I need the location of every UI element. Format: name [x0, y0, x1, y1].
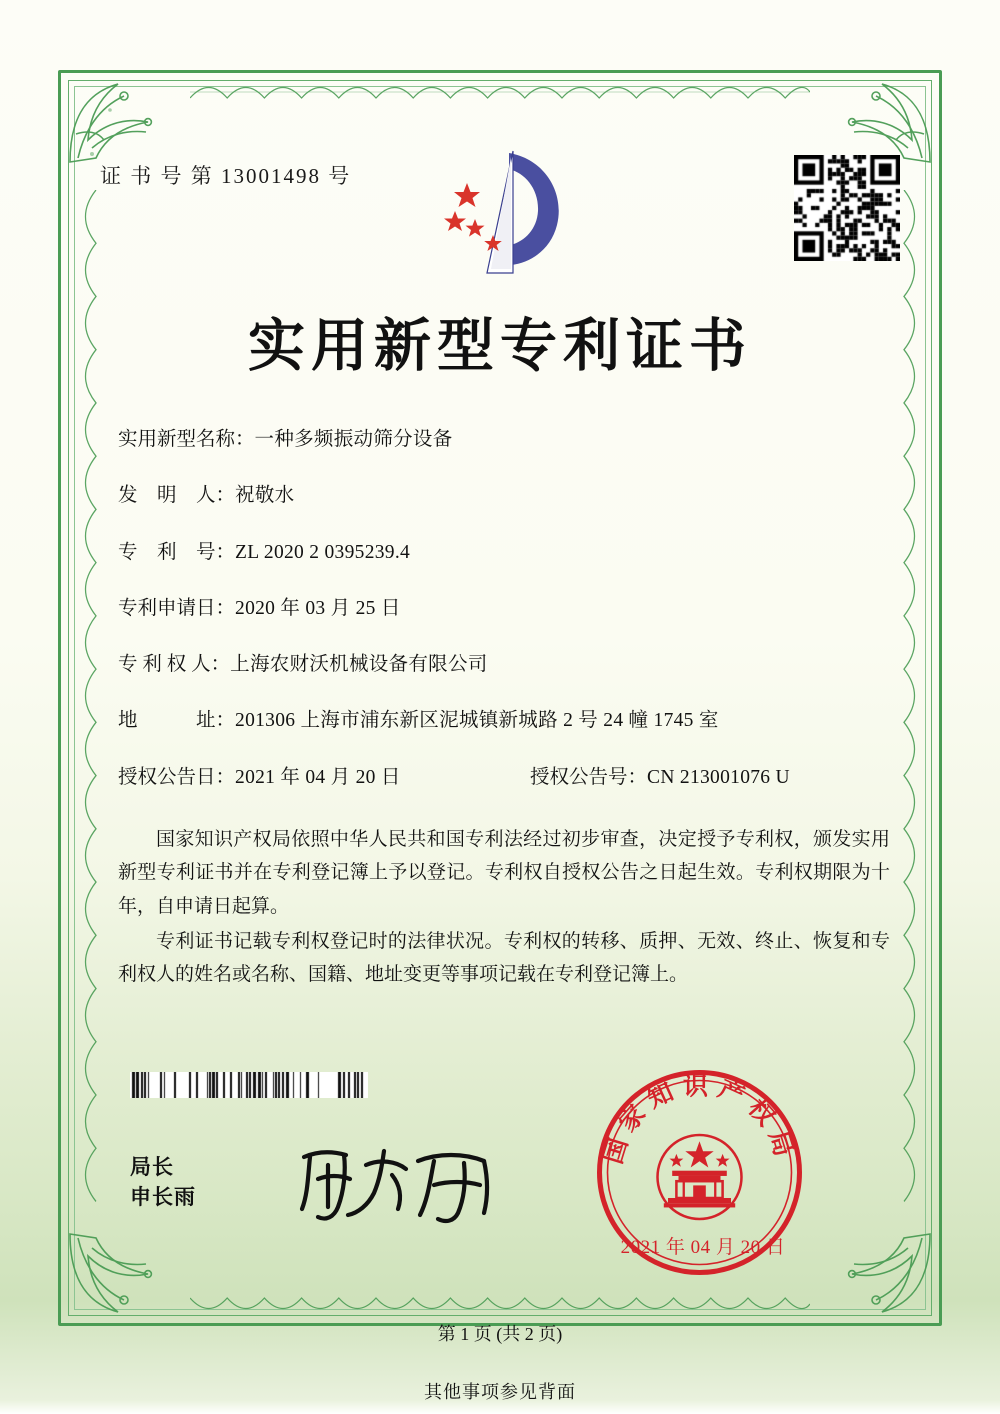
- field-value: ZL 2020 2 0395239.4: [235, 541, 411, 563]
- certificate-fields: [118, 425, 890, 819]
- paragraph-grant: 国家知识产权局依照中华人民共和国专利法经过初步审查，决定授予专利权，颁发实用新型专利证书并在专利登记簿上予以登记。专利权自授权公告之日起生效。专利权期限为十年，自申请日起算。: [118, 829, 890, 917]
- field-label: 专 利 号：: [118, 541, 236, 563]
- field-inventor: [118, 481, 890, 510]
- field-value: 一种多频振动筛分设备: [254, 429, 453, 450]
- corner-ornament-icon: [62, 1226, 182, 1322]
- field-grant-announcement: [118, 763, 890, 792]
- field-value: 祝敬水: [235, 485, 295, 507]
- cnipa-logo-icon: [425, 145, 575, 280]
- border-pattern-bottom: [190, 1292, 810, 1318]
- field-label: 地 址：: [118, 710, 236, 732]
- seal-date: 2021 年 04 月 20 日: [620, 1237, 786, 1258]
- footer-note: 其他事项参见背面: [424, 1382, 576, 1402]
- field-address: [118, 706, 890, 735]
- certificate-number: 证 书 号 第 13001498 号: [100, 164, 352, 188]
- field-label: 发 明 人：: [118, 485, 236, 507]
- field-value: 2020 年 03 月 25 日: [235, 597, 401, 619]
- field-value: 上海农财沃机械设备有限公司: [230, 654, 488, 675]
- signature-title-label: 局长: [130, 1155, 174, 1179]
- qr-code-icon: [794, 155, 900, 261]
- svg-text:国家知识产权局: 国家知识产权局: [598, 1071, 801, 1168]
- barcode-icon: [130, 1072, 368, 1098]
- field-label-grant-number: 授权公告号：: [530, 766, 648, 788]
- field-value: 201306 上海市浦东新区泥城镇新城路 2 号 24 幢 1745 室: [235, 710, 719, 732]
- field-value-grant-number: CN 213001076 U: [647, 766, 790, 788]
- field-application-date: [118, 594, 890, 623]
- handwritten-signature-icon: [288, 1135, 528, 1230]
- field-utility-model-name: [118, 425, 890, 454]
- paragraph-registry: 专利证书记载专利权登记时的法律状况。专利权的转移、质押、无效、终止、恢复和专利权人的姓名或名称、国籍、地址变更等事项记载在专利登记簿上。: [118, 930, 890, 985]
- field-label-grant-date: 授权公告日：: [118, 766, 236, 788]
- field-label: 专 利 权 人：: [118, 654, 231, 675]
- signature-block: [130, 1152, 196, 1213]
- field-value-grant-date: 2021 年 04 月 20 日: [235, 766, 401, 788]
- field-patentee: [118, 650, 890, 679]
- border-pattern-top: [190, 78, 810, 104]
- page-number: 第 1 页 (共 2 页): [437, 1324, 563, 1344]
- legal-text-block: [118, 823, 890, 993]
- signature-name-label: 申长雨: [130, 1185, 196, 1210]
- field-label: 专利申请日：: [118, 597, 236, 619]
- page-title: 实用新型专利证书: [248, 312, 752, 379]
- field-patent-number: [118, 538, 890, 567]
- field-label: 实用新型名称：: [118, 429, 255, 450]
- corner-ornament-icon: [62, 74, 182, 170]
- corner-ornament-icon: [818, 1226, 938, 1322]
